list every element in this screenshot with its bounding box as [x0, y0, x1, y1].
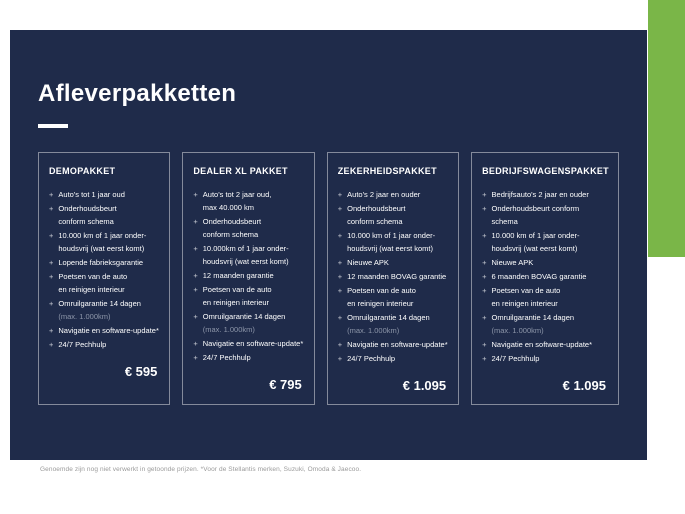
plus-icon: +: [482, 258, 487, 267]
feature-text: Lopende fabrieksgarantie: [58, 258, 144, 267]
feature-item: [193, 188, 304, 214]
feature-item: [338, 188, 449, 201]
feature-item: [193, 269, 304, 282]
plus-icon: +: [482, 231, 487, 240]
feature-text: Navigatie en software-update*: [202, 339, 304, 348]
feature-text: 10.000 km of 1 jaar onder- houdsvrij (wat eerst komt): [491, 231, 580, 253]
package-card: [327, 152, 459, 405]
feature-item: [482, 338, 609, 351]
plus-icon: +: [337, 231, 343, 240]
plus-icon: +: [193, 190, 198, 199]
feature-text: Auto's 2 jaar en ouder: [347, 190, 421, 199]
feature-text: Auto's tot 1 jaar oud: [58, 190, 125, 199]
feature-text: Omruilgarantie 14 dagen (max. 1.000km): [491, 313, 575, 335]
feature-item: [482, 256, 609, 269]
plus-icon: +: [193, 217, 198, 226]
feature-item: [338, 352, 449, 365]
feature-text: Nieuwe APK: [491, 258, 534, 267]
feature-text: 24/7 Pechhulp: [491, 354, 540, 363]
feature-text: Omruilgarantie 14 dagen (max. 1.000km): [347, 313, 430, 335]
package-price: € 1.095: [562, 378, 606, 393]
feature-text: Poetsen van de auto en reinigen interieur: [202, 285, 272, 307]
plus-icon: +: [337, 258, 343, 267]
plus-icon: +: [337, 272, 343, 281]
feature-item: [49, 229, 160, 255]
feature-item: [49, 338, 160, 351]
feature-text: 24/7 Pechhulp: [347, 354, 396, 363]
package-price: € 795: [269, 377, 302, 392]
plus-icon: +: [49, 326, 54, 335]
package-title: DEMOPAKKET: [49, 166, 116, 176]
feature-list: [49, 188, 160, 352]
feature-text: Navigatie en software-update*: [347, 340, 448, 349]
cards-container: [38, 152, 619, 405]
plus-icon: +: [337, 354, 343, 363]
feature-item: [193, 337, 304, 350]
package-price: € 1.095: [402, 378, 447, 393]
feature-item: [338, 256, 449, 269]
feature-item: [193, 351, 304, 364]
feature-text: Poetsen van de auto en reinigen interieur: [491, 286, 561, 308]
feature-text: 12 maanden garantie: [202, 271, 274, 280]
plus-icon: +: [337, 190, 343, 199]
plus-icon: +: [482, 190, 487, 199]
feature-item: [193, 283, 304, 309]
plus-icon: +: [337, 286, 343, 295]
feature-item: [482, 188, 609, 201]
green-accent-stripe: [648, 0, 685, 257]
main-panel: [10, 30, 647, 460]
feature-text: Omruilgarantie 14 dagen (max. 1.000km): [202, 312, 286, 334]
feature-item: [482, 270, 609, 283]
plus-icon: +: [482, 340, 487, 349]
title-underline: [38, 124, 68, 128]
feature-item: [193, 310, 304, 336]
feature-text: Onderhoudsbeurt conform schema: [491, 204, 580, 226]
feature-item: [49, 270, 160, 296]
feature-text: Onderhoudsbeurt conform schema: [58, 204, 117, 226]
plus-icon: +: [193, 339, 198, 348]
plus-icon: +: [482, 272, 487, 281]
feature-item: [193, 242, 304, 268]
plus-icon: +: [193, 285, 198, 294]
feature-item: [49, 202, 160, 228]
feature-item: [193, 215, 304, 241]
plus-icon: +: [49, 231, 54, 240]
feature-text: 12 maanden BOVAG garantie: [347, 272, 447, 281]
plus-icon: +: [482, 286, 487, 295]
plus-icon: +: [193, 312, 198, 321]
feature-item: [482, 284, 609, 310]
package-title: BEDRIJFSWAGENSPAKKET: [482, 166, 609, 176]
package-title: DEALER XL PAKKET: [193, 166, 288, 176]
feature-text: Bedrijfsauto's 2 jaar en ouder: [491, 190, 589, 199]
feature-text: Onderhoudsbeurt conform schema: [347, 204, 406, 226]
feature-text: 10.000 km of 1 jaar onder- houdsvrij (wat eerst komt): [58, 231, 147, 253]
feature-item: [482, 202, 609, 228]
feature-text: 24/7 Pechhulp: [58, 340, 107, 349]
feature-text: Navigatie en software-update*: [491, 340, 592, 349]
plus-icon: +: [193, 353, 198, 362]
package-card: [471, 152, 619, 405]
feature-text: Poetsen van de auto en reinigen interieur: [58, 272, 128, 294]
package-title: ZEKERHEIDSPAKKET: [337, 166, 437, 176]
feature-text: Auto's tot 2 jaar oud, max 40.000 km: [202, 190, 272, 212]
feature-item: [338, 270, 449, 283]
plus-icon: +: [482, 313, 487, 322]
feature-list: [193, 188, 304, 365]
package-card: [182, 152, 314, 405]
feature-item: [49, 188, 160, 201]
feature-list: [482, 188, 609, 366]
plus-icon: +: [193, 271, 198, 280]
plus-icon: +: [49, 258, 54, 267]
feature-item: [338, 284, 449, 310]
feature-text: 6 maanden BOVAG garantie: [491, 272, 587, 281]
plus-icon: +: [49, 299, 54, 308]
feature-item: [482, 352, 609, 365]
feature-item: [49, 256, 160, 269]
feature-text: 10.000km of 1 jaar onder- houdsvrij (wat eerst komt): [202, 244, 289, 266]
plus-icon: +: [193, 244, 198, 253]
plus-icon: +: [337, 313, 343, 322]
plus-icon: +: [482, 354, 487, 363]
plus-icon: +: [482, 204, 487, 213]
feature-text: Navigatie en software-update*: [58, 326, 159, 335]
feature-item: [338, 311, 449, 337]
feature-text: Onderhoudsbeurt conform schema: [202, 217, 262, 239]
page-title: Afleverpakketten: [38, 80, 237, 107]
feature-text: Poetsen van de auto en reinigen interieur: [347, 286, 416, 308]
package-price: € 595: [124, 364, 158, 379]
plus-icon: +: [49, 190, 54, 199]
feature-item: [49, 324, 160, 337]
feature-item: [338, 202, 449, 228]
plus-icon: +: [49, 272, 54, 281]
feature-text: Nieuwe APK: [347, 258, 389, 267]
plus-icon: +: [49, 340, 54, 349]
feature-item: [49, 297, 160, 323]
feature-item: [338, 338, 449, 351]
feature-item: [482, 311, 609, 337]
plus-icon: +: [49, 204, 54, 213]
footnote: Genoemde zijn nog niet verwerkt in getoonde prijzen. *Voor de Stellantis merken, Suzuki, Omoda & Jaecoo.: [40, 466, 362, 473]
feature-text: Omruilgarantie 14 dagen (max. 1.000km): [58, 299, 141, 321]
feature-item: [482, 229, 609, 255]
feature-item: [338, 229, 449, 255]
feature-text: 24/7 Pechhulp: [202, 353, 251, 362]
feature-list: [338, 188, 449, 366]
plus-icon: +: [337, 340, 343, 349]
plus-icon: +: [337, 204, 343, 213]
package-card: [38, 152, 170, 405]
feature-text: 10.000 km of 1 jaar onder- houdsvrij (wat eerst komt): [347, 231, 436, 253]
